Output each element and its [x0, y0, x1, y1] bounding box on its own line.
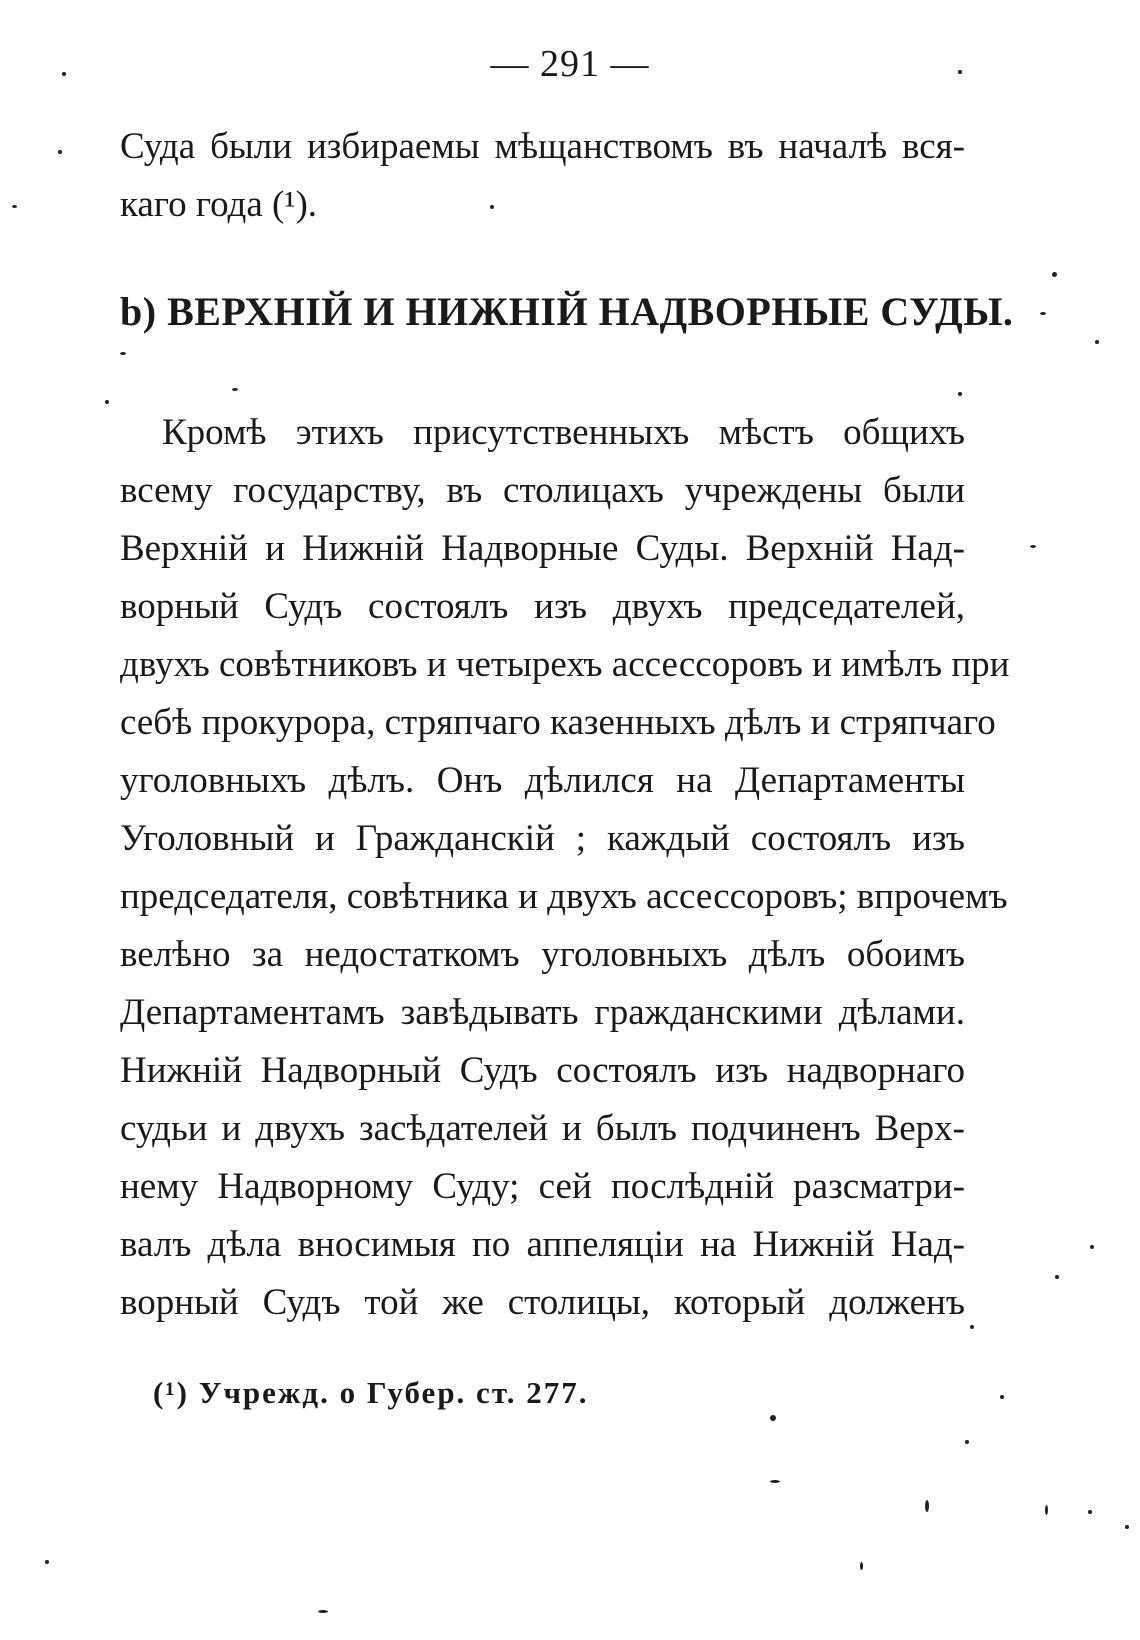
scan-speck: [770, 1480, 780, 1483]
scan-speck: [58, 150, 62, 154]
body-paragraph: [120, 404, 1010, 1332]
scan-speck: [490, 205, 494, 209]
text-line: Департаментамъ завѣдывать гражданскими дѣлами.: [120, 992, 965, 1033]
text-line: уголовныхъ дѣлъ. Онъ дѣлился на Департаменты: [120, 760, 965, 801]
text-line: ворный Судъ той же столицы, который долженъ: [120, 1282, 965, 1323]
scan-speck: [1055, 1275, 1059, 1279]
text-line: ворный Судъ состоялъ изъ двухъ председателей,: [120, 586, 965, 627]
text-line: нему Надворному Суду; сей послѣдній разсматри-: [120, 1166, 965, 1207]
scan-speck: [1125, 1525, 1129, 1529]
scan-speck: [120, 352, 126, 355]
scan-speck: [318, 1610, 328, 1613]
text-line: велѣно за недостаткомъ уголовныхъ дѣлъ обоимъ: [120, 934, 965, 975]
text-line: валъ дѣла вносимыя по аппеляціи на Нижній Над-: [120, 1224, 965, 1265]
scan-speck: [770, 1415, 776, 1421]
scan-speck: [958, 70, 962, 74]
scan-speck: [105, 400, 109, 404]
text-line: Нижній Надворный Судъ состоялъ изъ надворнаго: [120, 1050, 965, 1091]
scan-speck: [1095, 340, 1099, 344]
text-line: председателя, совѣтника и двухъ ассессоровъ; впрочемъ: [120, 876, 1008, 917]
scan-speck: [232, 388, 238, 391]
scan-speck: [1000, 1395, 1004, 1399]
scan-speck: [860, 1562, 863, 1570]
scan-speck: [45, 1560, 49, 1564]
text-line: каго года (¹).: [120, 184, 318, 225]
scan-speck: [1088, 1510, 1092, 1514]
page-number: — 291 —: [490, 43, 650, 85]
text-line: Верхній и Нижній Надворные Суды. Верхній Над-: [120, 528, 965, 569]
scan-speck: [965, 1440, 969, 1444]
text-line: Суда были избираемы мѣщанствомъ въ началѣ вся-: [120, 126, 965, 167]
scan-speck: [62, 72, 66, 76]
scan-speck: [1090, 1245, 1094, 1249]
intro-paragraph: [120, 118, 965, 234]
text-line: Уголовный и Гражданскій ; каждый состоялъ изъ: [120, 818, 965, 859]
text-line: Кромѣ этихъ присутственныхъ мѣстъ общихъ: [162, 412, 965, 453]
scan-speck: [1045, 1505, 1048, 1515]
text-line: судьи и двухъ засѣдателей и былъ подчиненъ Верх-: [120, 1108, 965, 1149]
text-line: себѣ прокурора, стряпчаго казенныхъ дѣлъ и стряпчаго: [120, 702, 996, 743]
scan-speck: [1030, 545, 1036, 548]
scan-speck: [1040, 312, 1046, 315]
scan-speck: [1052, 272, 1057, 277]
text-line: всему государству, въ столицахъ учреждены были: [120, 470, 965, 511]
section-heading: b) ВЕРХНІЙ И НИЖНІЙ НАДВОРНЫЕ СУДЫ.: [120, 289, 1014, 334]
text-line: двухъ совѣтниковъ и четырехъ ассессоровъ и имѣлъ при: [120, 644, 1010, 685]
scan-speck: [925, 1500, 929, 1512]
scan-speck: [12, 205, 17, 208]
footnote: (¹) Учрежд. о Губер. ст. 277.: [153, 1375, 589, 1410]
scan-speck: [958, 392, 962, 396]
scan-speck: [970, 1325, 974, 1329]
